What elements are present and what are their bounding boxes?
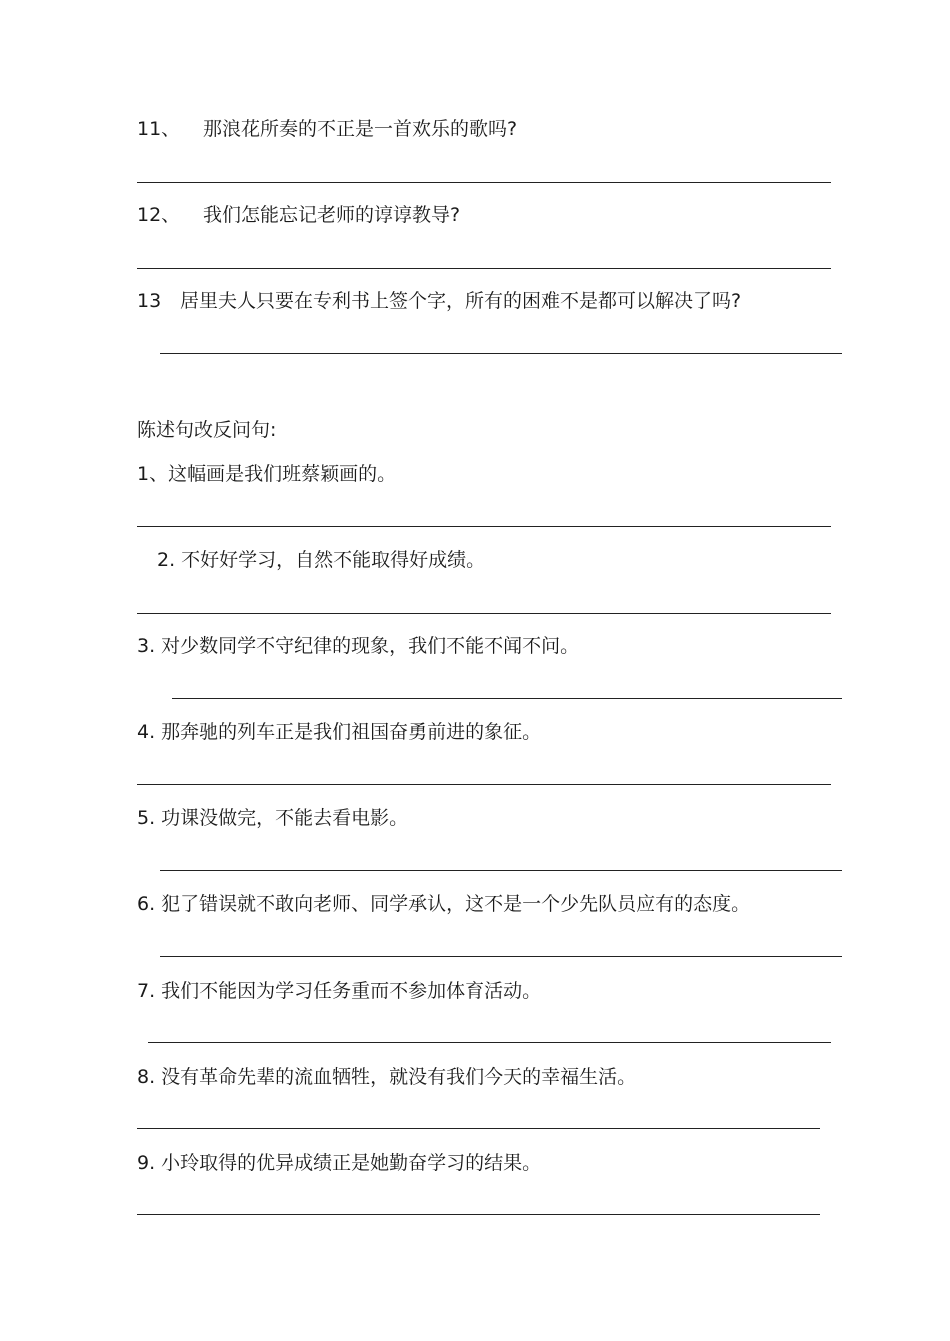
answer-line[interactable] bbox=[172, 698, 842, 699]
exercise-9: 9. 小玲取得的优异成绩正是她勤奋学习的结果。 bbox=[137, 1152, 542, 1174]
exercise-5: 5. 功课没做完，不能去看电影。 bbox=[137, 807, 409, 829]
exercise-3: 3. 对少数同学不守纪律的现象，我们不能不闻不问。 bbox=[137, 635, 580, 657]
answer-line[interactable] bbox=[137, 526, 831, 527]
exercise-6: 6. 犯了错误就不敢向老师、同学承认，这不是一个少先队员应有的态度。 bbox=[137, 893, 751, 915]
exercise-7: 7. 我们不能因为学习任务重而不参加体育活动。 bbox=[137, 980, 542, 1002]
question-12 bbox=[137, 203, 460, 227]
exercise-4: 4. 那奔驰的列车正是我们祖国奋勇前进的象征。 bbox=[137, 721, 542, 743]
answer-line[interactable] bbox=[137, 784, 831, 785]
exercise-2: 2. 不好好学习，自然不能取得好成绩。 bbox=[157, 549, 486, 571]
exercise-8: 8. 没有革命先辈的流血牺牲，就没有我们今天的幸福生活。 bbox=[137, 1066, 637, 1088]
answer-line[interactable] bbox=[160, 956, 842, 957]
exercise-1: 1、这幅画是我们班蔡颖画的。 bbox=[137, 463, 397, 485]
question-13 bbox=[137, 289, 741, 313]
question-number: 12、 bbox=[137, 204, 181, 226]
answer-line[interactable] bbox=[137, 1128, 820, 1129]
question-11 bbox=[137, 117, 517, 141]
question-number: 13 bbox=[137, 290, 162, 312]
answer-line[interactable] bbox=[137, 268, 831, 269]
question-text: 那浪花所奏的不正是一首欢乐的歌吗? bbox=[203, 118, 518, 140]
question-number: 11、 bbox=[137, 118, 181, 140]
answer-line[interactable] bbox=[137, 613, 831, 614]
section-heading: 陈述句改反问句: bbox=[137, 419, 277, 441]
answer-line[interactable] bbox=[137, 182, 831, 183]
answer-line[interactable] bbox=[137, 1214, 820, 1215]
answer-line[interactable] bbox=[160, 353, 842, 354]
answer-line[interactable] bbox=[148, 1042, 831, 1043]
answer-line[interactable] bbox=[160, 870, 842, 871]
question-text: 我们怎能忘记老师的谆谆教导? bbox=[203, 204, 461, 226]
question-text: 居里夫人只要在专利书上签个字，所有的困难不是都可以解决了吗? bbox=[180, 290, 742, 312]
